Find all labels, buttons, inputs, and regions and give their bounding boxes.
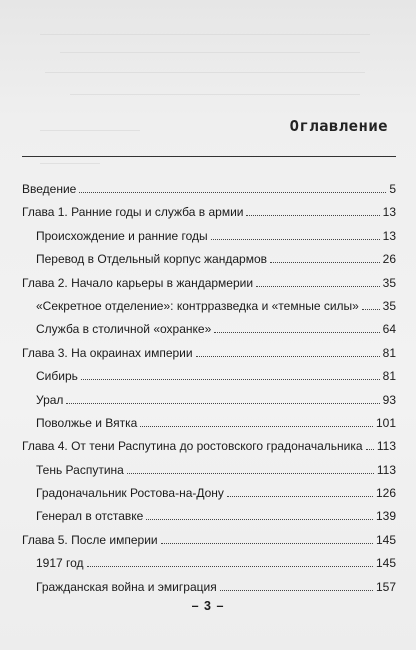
dot-leader [246, 214, 379, 216]
toc-entry-page: 113 [376, 439, 396, 454]
dot-leader [81, 378, 380, 380]
toc-entry-page: 81 [382, 345, 396, 360]
toc-entry-label: Поволжье и Вятка [36, 415, 138, 430]
toc-entry-label: Глава 4. От тени Распутина до ростовского градоначальника [22, 439, 363, 454]
dot-leader [211, 238, 380, 240]
toc-subentry[interactable] [22, 555, 396, 578]
toc-entry-page: 35 [382, 298, 396, 313]
toc-entry-label: Глава 1. Ранние годы и служба в армии [22, 205, 244, 220]
toc-entry-page: 35 [382, 275, 396, 290]
dot-leader [146, 518, 373, 520]
title-divider [22, 156, 396, 157]
dot-leader [127, 472, 374, 474]
toc-entry-page: 101 [375, 415, 396, 430]
toc-entry[interactable] [22, 204, 396, 227]
dot-leader [256, 285, 380, 287]
toc-subentry[interactable] [22, 321, 396, 344]
toc-entry-page: 113 [376, 462, 396, 477]
page-number: – 3 – [191, 599, 225, 613]
toc-entry[interactable] [22, 345, 396, 368]
toc-entry-page: 13 [382, 205, 396, 220]
toc-entry-label: 1917 год [36, 556, 84, 571]
toc-subentry[interactable] [22, 228, 396, 251]
toc-subentry[interactable] [22, 508, 396, 531]
toc-entry-label: Глава 3. На окраинах империи [22, 345, 193, 360]
toc-entry-label: Урал [36, 392, 64, 407]
toc-subentry[interactable] [22, 251, 396, 274]
dot-leader [270, 261, 380, 263]
dot-leader [362, 308, 380, 310]
toc-entry-label: Глава 5. После империи [22, 532, 158, 547]
bleed-through-line [70, 94, 360, 95]
toc-entry-label: Тень Распутина [36, 462, 124, 477]
toc-entry-label: Сибирь [36, 369, 78, 384]
table-of-contents [22, 181, 396, 602]
toc-entry-label: Градоначальник Ростова-на-Дону [36, 486, 224, 501]
toc-entry[interactable] [22, 438, 396, 461]
bleed-through-line [40, 34, 370, 35]
toc-subentry[interactable] [22, 415, 396, 438]
dot-leader [227, 495, 373, 497]
toc-entry-page: 13 [382, 228, 396, 243]
toc-entry-label: Происхождение и ранние годы [36, 228, 208, 243]
page-title: Оглавление [289, 117, 388, 135]
toc-entry-page: 139 [375, 509, 396, 524]
toc-entry-label: Служба в столичной «охранке» [36, 322, 212, 337]
toc-entry-page: 26 [382, 252, 396, 267]
bleed-through-line [40, 163, 100, 164]
dot-leader [196, 355, 380, 357]
dot-leader [366, 448, 374, 450]
toc-entry-page: 64 [382, 322, 396, 337]
toc-entry[interactable] [22, 181, 396, 204]
toc-entry-page: 145 [375, 556, 396, 571]
toc-entry[interactable] [22, 532, 396, 555]
toc-entry-page: 157 [375, 579, 396, 594]
toc-entry-page: 5 [389, 182, 396, 196]
dot-leader [220, 589, 373, 591]
bleed-through-line [45, 72, 365, 73]
dot-leader [87, 565, 373, 567]
toc-entry-page: 145 [375, 532, 396, 547]
toc-entry-label: «Секретное отделение»: контрразведка и «темные силы» [36, 298, 359, 313]
toc-entry-page: 126 [375, 486, 396, 501]
dot-leader [66, 402, 379, 404]
dot-leader [214, 331, 379, 333]
toc-subentry[interactable] [22, 368, 396, 391]
toc-entry-label: Генерал в отставке [36, 509, 144, 524]
dot-leader [161, 542, 373, 544]
toc-entry[interactable] [22, 275, 396, 298]
toc-subentry[interactable] [22, 485, 396, 508]
dot-leader [140, 425, 373, 427]
toc-entry-label: Глава 2. Начало карьеры в жандармерии [22, 275, 254, 290]
bleed-through-line [60, 52, 360, 53]
toc-subentry[interactable] [22, 462, 396, 485]
toc-entry-label: Введение [22, 182, 77, 196]
toc-subentry[interactable] [22, 298, 396, 321]
toc-entry-label: Перевод в Отдельный корпус жандармов [36, 252, 267, 267]
dot-leader [79, 191, 386, 193]
toc-entry-page: 81 [382, 369, 396, 384]
toc-entry-label: Гражданская война и эмиграция [36, 579, 217, 594]
toc-entry-page: 93 [382, 392, 396, 407]
toc-subentry[interactable] [22, 392, 396, 415]
